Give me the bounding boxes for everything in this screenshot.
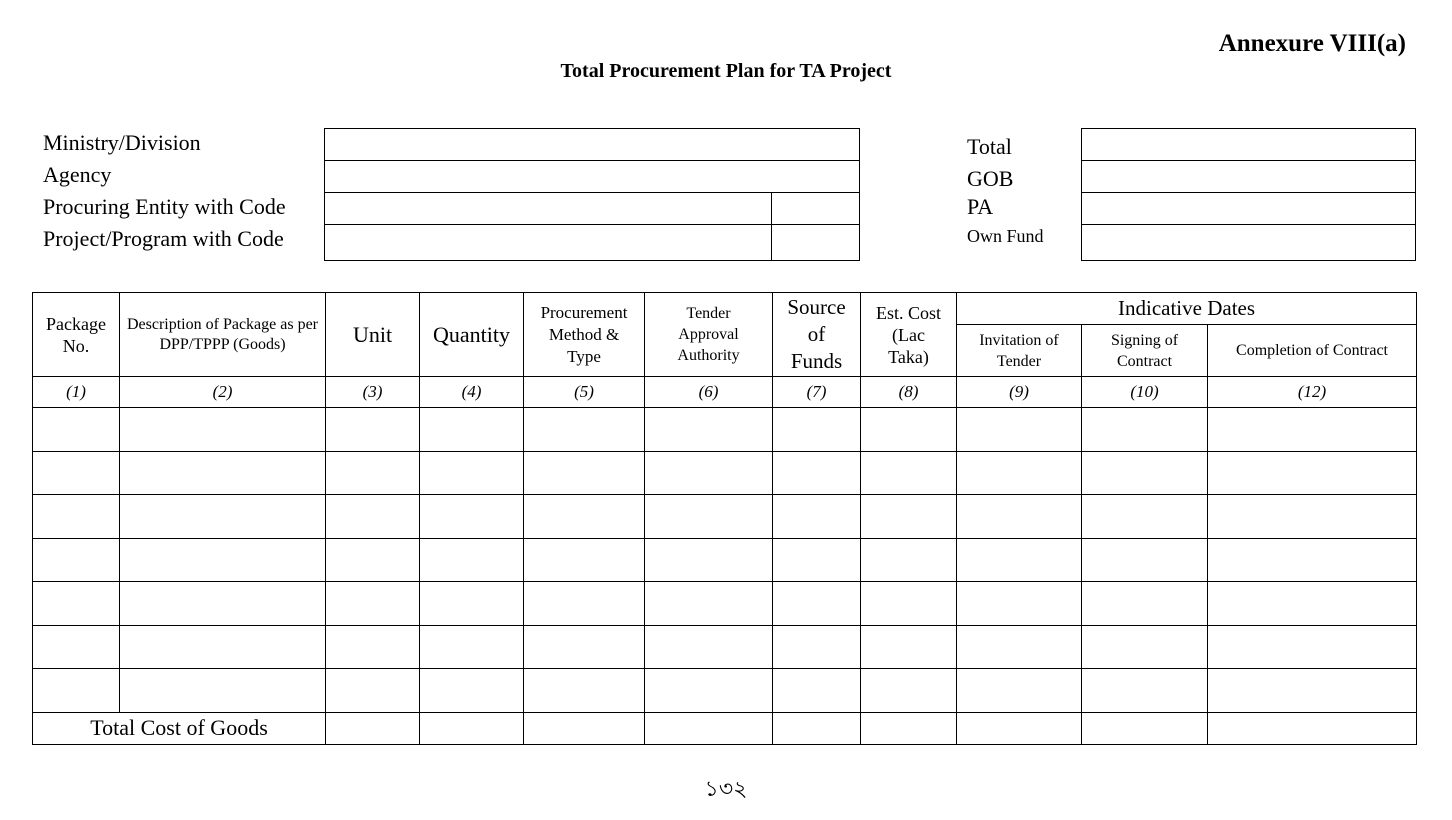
- table-cell[interactable]: [33, 669, 120, 713]
- project-code-field[interactable]: [771, 224, 860, 261]
- table-cell[interactable]: [1082, 625, 1208, 669]
- table-cell[interactable]: [773, 408, 861, 452]
- table-cell[interactable]: [1082, 669, 1208, 713]
- table-row: [33, 625, 1417, 669]
- table-cell[interactable]: [420, 538, 524, 582]
- header-unit: Unit: [326, 293, 420, 377]
- table-cell[interactable]: [861, 408, 957, 452]
- table-cell[interactable]: [420, 495, 524, 539]
- total-cell[interactable]: [326, 712, 420, 744]
- table-cell[interactable]: [957, 495, 1082, 539]
- procuring-entity-field[interactable]: [324, 192, 772, 225]
- table-row: [33, 451, 1417, 495]
- table-row: [33, 495, 1417, 539]
- agency-field[interactable]: [324, 160, 860, 193]
- table-cell[interactable]: [326, 582, 420, 626]
- ministry-label: Ministry/Division: [43, 130, 201, 155]
- table-cell[interactable]: [645, 625, 773, 669]
- column-number: (2): [120, 377, 326, 408]
- column-number: (4): [420, 377, 524, 408]
- table-cell[interactable]: [861, 625, 957, 669]
- total-cell[interactable]: [861, 712, 957, 744]
- column-number: (5): [524, 377, 645, 408]
- agency-label: Agency: [43, 162, 112, 187]
- annexure-label: Annexure VIII(a): [1218, 30, 1406, 57]
- table-cell[interactable]: [420, 582, 524, 626]
- table-cell[interactable]: [1208, 538, 1417, 582]
- table-row: [33, 408, 1417, 452]
- header-package-no: Package No.: [33, 293, 120, 377]
- column-number: (9): [957, 377, 1082, 408]
- column-number: (3): [326, 377, 420, 408]
- ministry-field[interactable]: [324, 128, 860, 161]
- procuring-entity-code-field[interactable]: [771, 192, 860, 225]
- total-label: Total: [967, 134, 1012, 159]
- table-cell[interactable]: [645, 582, 773, 626]
- header-indicative-dates: Indicative Dates: [957, 293, 1417, 325]
- own-fund-label: Own Fund: [967, 226, 1044, 246]
- header-est-cost: Est. Cost (Lac Taka): [861, 293, 957, 377]
- table-cell[interactable]: [33, 451, 120, 495]
- total-cell[interactable]: [773, 712, 861, 744]
- table-cell[interactable]: [326, 669, 420, 713]
- table-cell[interactable]: [120, 495, 326, 539]
- table-cell[interactable]: [524, 582, 645, 626]
- table-cell[interactable]: [120, 625, 326, 669]
- table-cell[interactable]: [120, 451, 326, 495]
- table-cell[interactable]: [645, 669, 773, 713]
- table-cell[interactable]: [1082, 582, 1208, 626]
- table-cell[interactable]: [1208, 495, 1417, 539]
- table-cell[interactable]: [524, 408, 645, 452]
- table-cell[interactable]: [957, 582, 1082, 626]
- total-cell[interactable]: [1082, 712, 1208, 744]
- table-cell[interactable]: [1208, 625, 1417, 669]
- header-description: Description of Package as per DPP/TPPP (Goods): [120, 293, 326, 377]
- header-invitation-of-tender: Invitation of Tender: [957, 325, 1082, 377]
- table-body: [33, 408, 1417, 713]
- gob-field[interactable]: [1081, 160, 1416, 193]
- table-cell[interactable]: [524, 495, 645, 539]
- total-cell[interactable]: [524, 712, 645, 744]
- header-procurement-method: Procurement Method & Type: [524, 293, 645, 377]
- column-number: (8): [861, 377, 957, 408]
- table-cell[interactable]: [420, 669, 524, 713]
- table-cell[interactable]: [420, 408, 524, 452]
- table-cell[interactable]: [120, 669, 326, 713]
- table-cell[interactable]: [1208, 451, 1417, 495]
- table-cell[interactable]: [524, 625, 645, 669]
- table-cell[interactable]: [1208, 408, 1417, 452]
- total-cell[interactable]: [1208, 712, 1417, 744]
- table-cell[interactable]: [33, 582, 120, 626]
- table-cell[interactable]: [326, 495, 420, 539]
- table-cell[interactable]: [120, 408, 326, 452]
- table-cell[interactable]: [957, 669, 1082, 713]
- pa-label: PA: [967, 194, 994, 219]
- table-cell[interactable]: [645, 495, 773, 539]
- table-cell[interactable]: [33, 625, 120, 669]
- table-cell[interactable]: [645, 538, 773, 582]
- column-number: (10): [1082, 377, 1208, 408]
- table-cell[interactable]: [861, 669, 957, 713]
- header-source-of-funds: Source of Funds: [773, 293, 861, 377]
- total-cell[interactable]: [420, 712, 524, 744]
- table-cell[interactable]: [773, 451, 861, 495]
- table-cell[interactable]: [524, 538, 645, 582]
- table-cell[interactable]: [326, 408, 420, 452]
- table-cell[interactable]: [524, 451, 645, 495]
- table-cell[interactable]: [957, 451, 1082, 495]
- table-cell[interactable]: [773, 669, 861, 713]
- column-number: (12): [1208, 377, 1417, 408]
- table-cell[interactable]: [861, 495, 957, 539]
- page-number: ১৩২: [704, 776, 748, 801]
- header-signing-of-contract: Signing of Contract: [1082, 325, 1208, 377]
- table-cell[interactable]: [957, 538, 1082, 582]
- total-field[interactable]: [1081, 128, 1416, 161]
- table-cell[interactable]: [957, 408, 1082, 452]
- table-cell[interactable]: [1082, 538, 1208, 582]
- table-cell[interactable]: [1208, 669, 1417, 713]
- procurement-table: [32, 292, 1417, 745]
- table-cell[interactable]: [773, 582, 861, 626]
- table-cell[interactable]: [1082, 408, 1208, 452]
- table-cell[interactable]: [326, 538, 420, 582]
- column-number: (7): [773, 377, 861, 408]
- table-row: [33, 582, 1417, 626]
- page-title: Total Procurement Plan for TA Project: [560, 60, 892, 82]
- project-label: Project/Program with Code: [43, 226, 284, 251]
- table-cell[interactable]: [120, 582, 326, 626]
- table-cell[interactable]: [120, 538, 326, 582]
- column-number: (1): [33, 377, 120, 408]
- project-field[interactable]: [324, 224, 772, 261]
- table-cell[interactable]: [1082, 451, 1208, 495]
- header-completion-of-contract: Completion of Contract: [1208, 325, 1417, 377]
- table-cell[interactable]: [957, 625, 1082, 669]
- table-cell[interactable]: [861, 582, 957, 626]
- table-cell[interactable]: [524, 669, 645, 713]
- table-cell[interactable]: [420, 625, 524, 669]
- column-number: (6): [645, 377, 773, 408]
- header-quantity: Quantity: [420, 293, 524, 377]
- table-cell[interactable]: [326, 451, 420, 495]
- table-cell[interactable]: [420, 451, 524, 495]
- total-cell[interactable]: [645, 712, 773, 744]
- gob-label: GOB: [967, 166, 1014, 191]
- table-cell[interactable]: [773, 625, 861, 669]
- table-cell[interactable]: [33, 408, 120, 452]
- header-tender-approval: Tender Approval Authority: [645, 293, 773, 377]
- own-fund-field[interactable]: [1081, 224, 1416, 261]
- pa-field[interactable]: [1081, 192, 1416, 225]
- table-cell[interactable]: [773, 495, 861, 539]
- table-cell[interactable]: [773, 538, 861, 582]
- table-cell[interactable]: [1082, 495, 1208, 539]
- table-cell[interactable]: [1208, 582, 1417, 626]
- table-cell[interactable]: [861, 451, 957, 495]
- procuring-entity-label: Procuring Entity with Code: [43, 194, 286, 219]
- table-cell[interactable]: [33, 495, 120, 539]
- table-cell[interactable]: [645, 451, 773, 495]
- table-cell[interactable]: [861, 538, 957, 582]
- total-cell[interactable]: [957, 712, 1082, 744]
- table-row: [33, 669, 1417, 713]
- table-cell[interactable]: [33, 538, 120, 582]
- table-cell[interactable]: [326, 625, 420, 669]
- table-row: [33, 538, 1417, 582]
- table-cell[interactable]: [645, 408, 773, 452]
- total-cost-label: Total Cost of Goods: [33, 712, 326, 744]
